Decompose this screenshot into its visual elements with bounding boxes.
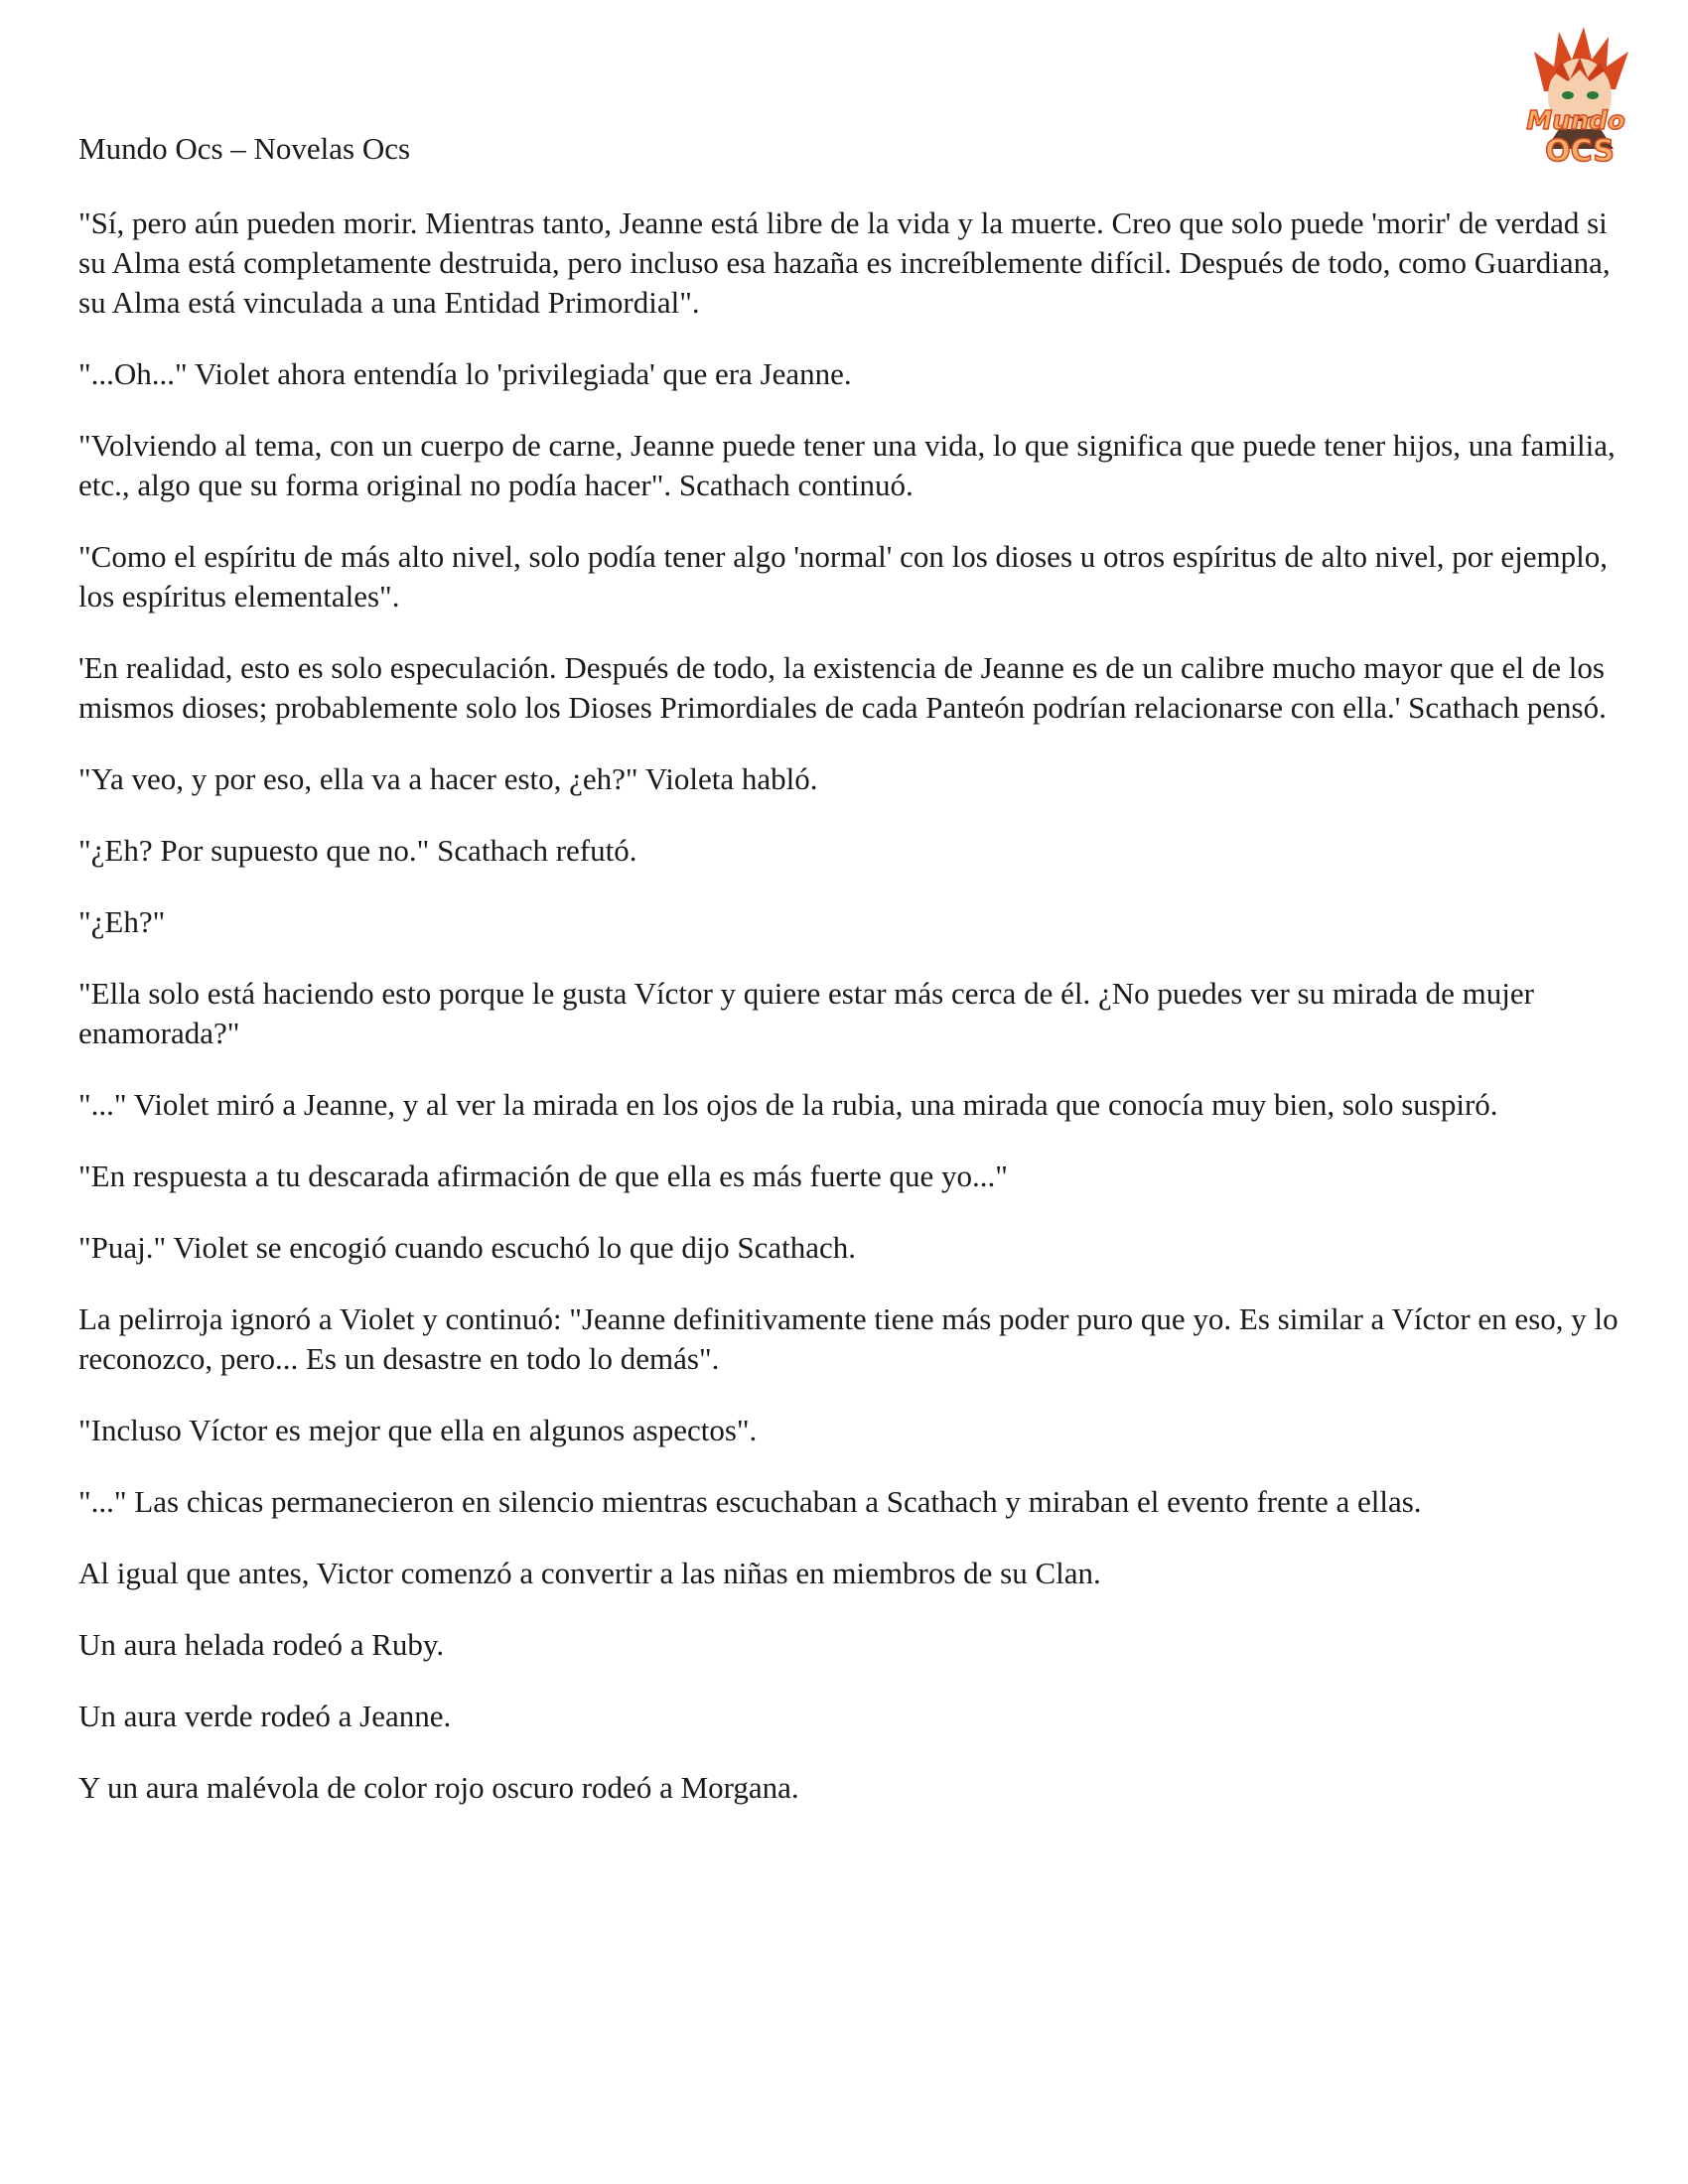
paragraph: "¿Eh? Por supuesto que no." Scathach refutó. [78, 833, 637, 868]
logo-text-line1: Mundo [1526, 106, 1625, 136]
paragraph: "..." Las chicas permanecieron en silencio mientras escuchaban a Scathach y miraban el evento frente a ellas. [78, 1484, 1422, 1519]
logo-text-line2: OCS [1545, 134, 1615, 169]
paragraph: La pelirroja ignoró a Violet y continuó: "Jeanne definitivamente tiene más poder puro que yo. Es similar a Víctor en eso, y lo reconozco, pero... Es un desastre en todo lo demás". [78, 1301, 1618, 1376]
paragraph: "Como el espíritu de más alto nivel, solo podía tener algo 'normal' con los dioses u otros espíritus de alto nivel, por ejemplo, los espíritus elementales". [78, 539, 1608, 614]
paragraph: 'En realidad, esto es solo especulación. Después de todo, la existencia de Jeanne es de un calibre mucho mayor que el de los mismos dioses; probablemente solo los Dioses Primordiales de cada Panteón podrían relacionarse con ella.' Scathach pensó. [78, 650, 1607, 725]
paragraph: Y un aura malévola de color rojo oscuro rodeó a Morgana. [78, 1770, 799, 1805]
paragraph: "...Oh..." Violet ahora entendía lo 'privilegiada' que era Jeanne. [78, 356, 852, 391]
paragraph: "¿Eh?" [78, 904, 166, 939]
site-logo [1504, 22, 1648, 171]
paragraph: "Sí, pero aún pueden morir. Mientras tanto, Jeanne está libre de la vida y la muerte. Creo que solo puede 'morir' de verdad si su Alma está completamente destruida, pero incluso esa hazaña es increíblemente difícil. Después de todo, como Guardiana, su Alma está vinculada a una Entidad Primordial". [78, 205, 1611, 320]
document-body [78, 204, 1627, 1840]
paragraph: "Incluso Víctor es mejor que ella en algunos aspectos". [78, 1413, 758, 1447]
paragraph: "..." Violet miró a Jeanne, y al ver la mirada en los ojos de la rubia, una mirada que conocía muy bien, solo suspiró. [78, 1087, 1498, 1122]
paragraph: Al igual que antes, Victor comenzó a convertir a las niñas en miembros de su Clan. [78, 1556, 1101, 1590]
paragraph: "Ella solo está haciendo esto porque le gusta Víctor y quiere estar más cerca de él. ¿No puedes ver su mirada de mujer enamorada?" [78, 976, 1534, 1050]
paragraph: Un aura helada rodeó a Ruby. [78, 1627, 445, 1662]
logo-character-icon [1504, 22, 1648, 171]
page-header: Mundo Ocs – Novelas Ocs [78, 131, 411, 166]
paragraph: "En respuesta a tu descarada afirmación de que ella es más fuerte que yo..." [78, 1159, 1008, 1193]
paragraph: "Puaj." Violet se encogió cuando escuchó lo que dijo Scathach. [78, 1230, 857, 1265]
paragraph: "Volviendo al tema, con un cuerpo de carne, Jeanne puede tener una vida, lo que significa que puede tener hijos, una familia, etc., algo que su forma original no podía hacer". Scathach continuó. [78, 428, 1616, 502]
paragraph: "Ya veo, y por eso, ella va a hacer esto, ¿eh?" Violeta habló. [78, 761, 818, 796]
paragraph: Un aura verde rodeó a Jeanne. [78, 1699, 452, 1733]
